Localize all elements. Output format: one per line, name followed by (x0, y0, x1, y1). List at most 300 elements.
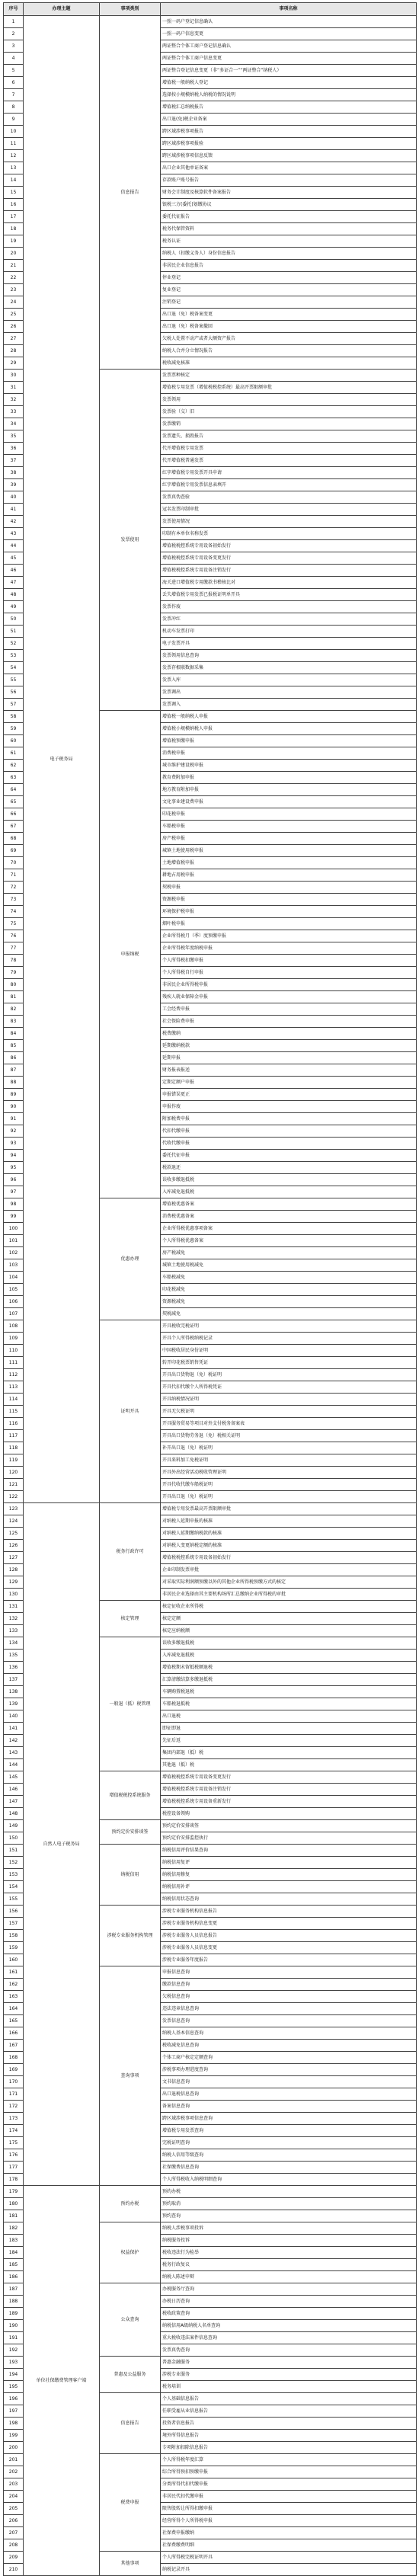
row-seq: 178 (4, 2174, 24, 2186)
item-name-cell: 开具出口退（免）税证明 (161, 1491, 417, 1503)
item-name-cell: 申报作废 (161, 1101, 417, 1113)
row-seq: 18 (4, 223, 24, 235)
row-seq: 124 (4, 1515, 24, 1528)
row-seq: 28 (4, 345, 24, 357)
row-seq: 34 (4, 418, 24, 430)
item-name-cell: 税收政策查询 (161, 2308, 417, 2320)
header-seq: 序号 (4, 3, 24, 16)
item-name-cell: 发票遗失、损毁报告 (161, 430, 417, 443)
row-seq: 82 (4, 1003, 24, 1016)
item-name-cell: 汇算清缴结算多缴退抵税 (161, 1674, 417, 1686)
row-seq: 120 (4, 1467, 24, 1479)
item-name-cell: 个人所得税扣缴申报 (161, 955, 417, 967)
row-seq: 130 (4, 1589, 24, 1601)
row-seq: 115 (4, 1406, 24, 1418)
item-name-cell: 机动车发票打印 (161, 626, 417, 638)
row-seq: 81 (4, 991, 24, 1003)
item-name-cell: 企业所得税优惠事项备案 (161, 1223, 417, 1235)
row-seq: 207 (4, 2527, 24, 2539)
category-cell: 普惠及公益服务 (100, 2357, 161, 2393)
row-seq: 156 (4, 1906, 24, 1918)
category-cell: 优惠办理 (100, 1198, 161, 1320)
item-name-cell: 地方教育附加申报 (161, 784, 417, 796)
item-name-cell: 社会保险费申报 (161, 1016, 417, 1028)
item-name-cell: 残疾人就业保障金申报 (161, 991, 417, 1003)
row-seq: 126 (4, 1540, 24, 1552)
item-name-cell: 增值税税控系统专用设备初始发行 (161, 540, 417, 552)
item-name-cell: 专项附加扣除信息报告 (161, 2442, 417, 2454)
row-seq: 61 (4, 747, 24, 760)
row-seq: 69 (4, 845, 24, 857)
row-seq: 199 (4, 2430, 24, 2442)
item-name-cell: 注销登记 (161, 296, 417, 309)
item-name-cell: 出口退税 (161, 1710, 417, 1723)
row-seq: 97 (4, 1186, 24, 1198)
row-seq: 12 (4, 150, 24, 162)
row-seq: 150 (4, 1832, 24, 1845)
row-seq: 79 (4, 967, 24, 979)
row-seq: 195 (4, 2381, 24, 2393)
row-seq: 14 (4, 174, 24, 187)
item-name-cell: 开具纳税情况证明 (161, 1394, 417, 1406)
item-name-cell: 个体工商户核定定额查询 (161, 2052, 417, 2064)
table-header-row (4, 3, 417, 16)
item-name-cell: 发票真伪查验 (161, 491, 417, 504)
row-seq: 48 (4, 589, 24, 601)
row-seq: 19 (4, 235, 24, 248)
row-seq: 182 (4, 2222, 24, 2235)
item-name-cell: 委托代征申报 (161, 1150, 417, 1162)
item-name-cell: 委托代征报告 (161, 211, 417, 223)
row-seq: 72 (4, 882, 24, 894)
row-seq: 59 (4, 723, 24, 735)
row-seq: 43 (4, 528, 24, 540)
item-name-cell: 发票票种核定 (161, 370, 417, 382)
row-seq: 53 (4, 650, 24, 662)
row-seq: 54 (4, 662, 24, 674)
row-seq: 132 (4, 1613, 24, 1625)
item-name-cell: 教育费附加申报 (161, 772, 417, 784)
row-seq: 47 (4, 577, 24, 589)
row-seq: 184 (4, 2247, 24, 2259)
item-name-cell: 跨区域涉税事项报告 (161, 126, 417, 138)
row-seq: 157 (4, 1918, 24, 1930)
row-seq: 146 (4, 1784, 24, 1796)
row-seq: 144 (4, 1759, 24, 1771)
category-cell: 证明开具 (100, 1320, 161, 1503)
row-seq: 152 (4, 1857, 24, 1869)
row-seq: 80 (4, 979, 24, 991)
item-name-cell: 出口退（免）税备案变更 (161, 309, 417, 321)
item-name-cell: 纳税信用修复 (161, 1869, 417, 1881)
row-seq: 17 (4, 211, 24, 223)
row-seq: 116 (4, 1418, 24, 1430)
item-name-cell: 附加税费申报 (161, 1113, 417, 1125)
item-name-cell: 开具无欠税证明 (161, 1406, 417, 1418)
item-name-cell: 红字增值税专用发票信息表填开 (161, 479, 417, 491)
item-name-cell: 发票领用 (161, 394, 417, 406)
item-name-cell: 重大税收违法案件信息查询 (161, 2332, 417, 2344)
row-seq: 147 (4, 1796, 24, 1808)
item-name-cell: 涉税专业服务人员信息报告 (161, 1930, 417, 1942)
item-name-cell: 选择按小规模纳税人纳税的情况说明 (161, 89, 417, 101)
item-name-cell: 代收代缴申报 (161, 1138, 417, 1150)
item-name-cell: 开具代收代缴车船税证明 (161, 1479, 417, 1491)
row-seq: 22 (4, 272, 24, 284)
item-name-cell: 房产税减免 (161, 1247, 417, 1259)
row-seq: 171 (4, 2088, 24, 2101)
item-name-cell: 城镇土地使用税申报 (161, 845, 417, 857)
row-seq: 92 (4, 1125, 24, 1138)
category-cell: 核定管理 (100, 1601, 161, 1637)
row-seq: 44 (4, 540, 24, 552)
row-seq: 35 (4, 430, 24, 443)
item-name-cell: 增值税专用发票查询 (161, 2125, 417, 2137)
row-seq: 181 (4, 2210, 24, 2222)
row-seq: 68 (4, 833, 24, 845)
row-seq: 105 (4, 1284, 24, 1296)
item-name-cell: 文化事业建设费申报 (161, 796, 417, 808)
row-seq: 188 (4, 2296, 24, 2308)
item-name-cell: 房产税申报 (161, 833, 417, 845)
row-seq: 41 (4, 504, 24, 516)
item-name-cell: 非居民企业选择由其主要机构场所汇总缴纳企业所得税的审批 (161, 1589, 417, 1601)
item-name-cell: 红字增值税专用发票开具申请 (161, 467, 417, 479)
item-name-cell: 投资者信息报告 (161, 2418, 417, 2430)
row-seq: 138 (4, 1686, 24, 1698)
item-name-cell: 纳税信用评价结果查询 (161, 1845, 417, 1857)
row-seq: 154 (4, 1881, 24, 1893)
item-name-cell: 发票信息查询 (161, 2015, 417, 2027)
row-seq: 55 (4, 674, 24, 686)
item-name-cell: 违法违章信息查询 (161, 2003, 417, 2015)
item-name-cell: 电子发票开具 (161, 638, 417, 650)
item-name-cell: 财务报表报送 (161, 1064, 417, 1077)
row-seq: 170 (4, 2076, 24, 2088)
item-name-cell: 增值税期末留抵税额退税 (161, 1662, 417, 1674)
row-seq: 91 (4, 1113, 24, 1125)
row-seq: 51 (4, 626, 24, 638)
row-seq: 208 (4, 2539, 24, 2552)
item-name-cell: 发票验（交）旧 (161, 406, 417, 418)
row-seq: 33 (4, 406, 24, 418)
row-seq: 155 (4, 1893, 24, 1906)
row-seq: 10 (4, 126, 24, 138)
row-seq: 26 (4, 321, 24, 333)
item-name-cell: 增值税汇总纳税报告 (161, 101, 417, 114)
row-seq: 169 (4, 2064, 24, 2076)
department-cell: 单位社保缴费管理客户端 (24, 2186, 100, 2576)
item-name-cell: 复业登记 (161, 284, 417, 296)
item-name-cell: 车船税申报 (161, 821, 417, 833)
row-seq: 107 (4, 1308, 24, 1320)
item-name-cell: 办税服务厅查询 (161, 2283, 417, 2296)
row-seq: 166 (4, 2027, 24, 2040)
item-name-cell: 环境保护税申报 (161, 906, 417, 918)
item-name-cell: 增值税专用发票（增值税税控系统）最高开票限额审批 (161, 382, 417, 394)
item-name-cell: 文书信息查询 (161, 2076, 417, 2088)
row-seq: 49 (4, 601, 24, 613)
row-seq: 153 (4, 1869, 24, 1881)
row-seq: 129 (4, 1576, 24, 1589)
row-seq: 141 (4, 1723, 24, 1735)
item-name-cell: 备案信息查询 (161, 2101, 417, 2113)
row-seq: 98 (4, 1198, 24, 1211)
item-name-cell: 烟叶税申报 (161, 918, 417, 930)
row-seq: 121 (4, 1479, 24, 1491)
category-cell: 税费申报 (100, 2454, 161, 2552)
item-name-cell: 缴款信息查询 (161, 1979, 417, 1991)
item-name-cell: 开具出口货物劳务退（免）税相关证明 (161, 1430, 417, 1442)
department-cell: 自然人电子税务局 (24, 1503, 100, 2186)
item-name-cell: 入库减免退抵税 (161, 1650, 417, 1662)
item-name-cell: 税务认证 (161, 235, 417, 248)
item-name-cell: 个人所得税收入纳税明细查询 (161, 2174, 417, 2186)
item-name-cell: 纳税信用A级纳税人名单查询 (161, 2320, 417, 2332)
row-seq: 100 (4, 1223, 24, 1235)
item-name-cell: 增值税一般纳税人登记 (161, 77, 417, 89)
item-name-cell: 即征即退 (161, 1723, 417, 1735)
item-name-cell: 预约定价安排谈签 (161, 1820, 417, 1832)
item-name-cell: 误收多缴退抵税 (161, 1174, 417, 1186)
row-seq: 38 (4, 467, 24, 479)
item-name-cell: 开具来料加工免税证明 (161, 1454, 417, 1467)
row-seq: 60 (4, 735, 24, 747)
table-row (4, 1503, 417, 1515)
row-seq: 42 (4, 516, 24, 528)
row-seq: 24 (4, 296, 24, 309)
item-name-cell: 停业登记 (161, 272, 417, 284)
item-name-cell: 定期定额户申报 (161, 1077, 417, 1089)
item-name-cell: 预约办税 (161, 2186, 417, 2198)
item-name-cell: 发票缴销 (161, 418, 417, 430)
row-seq: 196 (4, 2393, 24, 2405)
category-cell: 信息报告 (100, 2393, 161, 2454)
item-name-cell: 跨区域涉税事项报验 (161, 138, 417, 150)
item-name-cell: 非居民企业信息报告 (161, 260, 417, 272)
row-seq: 11 (4, 138, 24, 150)
item-name-cell: 代开增值税专用发票 (161, 443, 417, 455)
item-name-cell: 税费缴纳 (161, 1028, 417, 1040)
row-seq: 148 (4, 1808, 24, 1820)
row-seq: 163 (4, 1991, 24, 2003)
category-cell: 一般退（抵）税管理 (100, 1637, 161, 1771)
row-seq: 192 (4, 2344, 24, 2357)
row-seq: 201 (4, 2454, 24, 2466)
item-name-cell: 契税减免 (161, 1308, 417, 1320)
row-seq: 58 (4, 711, 24, 723)
item-name-cell: 完税证明查询 (161, 2137, 417, 2149)
item-name-cell: 发票使用情况 (161, 516, 417, 528)
item-name-cell: 中国税收居民身份证明 (161, 1345, 417, 1357)
row-seq: 29 (4, 357, 24, 370)
item-name-cell: 税务行政复议 (161, 2259, 417, 2271)
row-seq: 106 (4, 1296, 24, 1308)
row-seq: 205 (4, 2503, 24, 2515)
item-name-cell: 冠名发票印制审批 (161, 504, 417, 516)
row-seq: 66 (4, 808, 24, 821)
row-seq: 50 (4, 613, 24, 626)
row-seq: 197 (4, 2405, 24, 2418)
item-name-cell: 出口退税信息查询 (161, 2088, 417, 2101)
item-name-cell: 开具税收完税证明 (161, 1320, 417, 1333)
item-name-cell: 核定定额 (161, 1613, 417, 1625)
item-name-cell: 印花税申报 (161, 808, 417, 821)
category-cell: 纳税信用 (100, 1845, 161, 1906)
row-seq: 193 (4, 2357, 24, 2369)
item-name-cell: 纳税人陈述申辩 (161, 2271, 417, 2283)
row-seq: 95 (4, 1162, 24, 1174)
item-name-cell: 涉税专业服务 (161, 2369, 417, 2381)
row-seq: 200 (4, 2442, 24, 2454)
item-name-cell: 车船税减免 (161, 1272, 417, 1284)
item-name-cell: 城市维护建设税申报 (161, 760, 417, 772)
row-seq: 15 (4, 187, 24, 199)
item-name-cell: 增值税税控系统专用设备注销发行 (161, 565, 417, 577)
row-seq: 109 (4, 1333, 24, 1345)
row-seq: 87 (4, 1064, 24, 1077)
row-seq: 198 (4, 2418, 24, 2430)
item-name-cell: 税收减免信息查询 (161, 2040, 417, 2052)
item-name-cell: 发票领用信息查询 (161, 650, 417, 662)
item-name-cell: 代扣代缴申报 (161, 1125, 417, 1138)
row-seq: 46 (4, 565, 24, 577)
item-name-cell: 发票真伪查询 (161, 2344, 417, 2357)
row-seq: 202 (4, 2466, 24, 2478)
item-name-cell: 跨区域涉税事项信息反馈 (161, 150, 417, 162)
item-name-cell: 纳税人基本信息查询 (161, 2027, 417, 2040)
item-name-cell: 发票入库 (161, 674, 417, 686)
item-name-cell: 银税三方(委托)划缴协议 (161, 199, 417, 211)
row-seq: 93 (4, 1138, 24, 1150)
item-name-cell: 一照一码户登记信息确认 (161, 16, 417, 28)
item-name-cell: 发票作废 (161, 601, 417, 613)
row-seq: 160 (4, 1954, 24, 1966)
row-seq: 85 (4, 1040, 24, 1052)
item-name-cell: 增值税一般纳税人申报 (161, 711, 417, 723)
row-seq: 131 (4, 1601, 24, 1613)
row-seq: 167 (4, 2040, 24, 2052)
item-name-cell: 预约取消 (161, 2198, 417, 2210)
row-seq: 94 (4, 1150, 24, 1162)
row-seq: 86 (4, 1052, 24, 1064)
item-name-cell: 发票调出 (161, 686, 417, 699)
row-seq: 70 (4, 857, 24, 869)
row-seq: 180 (4, 2198, 24, 2210)
tax-items-table (3, 2, 417, 2576)
row-seq: 88 (4, 1077, 24, 1089)
item-name-cell: 申报错误更正 (161, 1089, 417, 1101)
item-name-cell: 非居民企业所得税申报 (161, 979, 417, 991)
row-seq: 118 (4, 1442, 24, 1454)
row-seq: 135 (4, 1650, 24, 1662)
item-name-cell: 存款账户账号报告 (161, 174, 417, 187)
item-name-cell: 契税申报 (161, 882, 417, 894)
row-seq: 9 (4, 114, 24, 126)
row-seq: 136 (4, 1662, 24, 1674)
row-seq: 113 (4, 1381, 24, 1394)
row-seq: 63 (4, 772, 24, 784)
item-name-cell: 消费税申报 (161, 747, 417, 760)
item-name-cell: 出口退（免）税备案撤回 (161, 321, 417, 333)
item-name-cell: 资源税减免 (161, 1296, 417, 1308)
category-cell: 预约办税 (100, 2186, 161, 2222)
row-seq: 90 (4, 1101, 24, 1113)
item-name-cell: 税收减免核准 (161, 357, 417, 370)
category-cell: 公众查询 (100, 2283, 161, 2357)
row-seq: 140 (4, 1710, 24, 1723)
row-seq: 6 (4, 77, 24, 89)
row-seq: 83 (4, 1016, 24, 1028)
item-name-cell: 开具服务贸易等项目对外支付税务备案表 (161, 1418, 417, 1430)
row-seq: 21 (4, 260, 24, 272)
row-seq: 62 (4, 760, 24, 772)
row-seq: 159 (4, 1942, 24, 1954)
item-name-cell: 延期申报 (161, 1052, 417, 1064)
item-name-cell: 两证整合登记信息变更（非“多证合一”“两证整合”纳税人） (161, 65, 417, 77)
row-seq: 158 (4, 1930, 24, 1942)
item-name-cell: 税收违法行为检举 (161, 2247, 417, 2259)
row-seq: 179 (4, 2186, 24, 2198)
item-name-cell: 出口退(免)税企业备案 (161, 114, 417, 126)
item-name-cell: 涉税事项办理进度查询 (161, 2064, 417, 2076)
item-name-cell: 核定征收企业所得税 (161, 1601, 417, 1613)
row-seq: 71 (4, 869, 24, 882)
row-seq: 30 (4, 370, 24, 382)
row-seq: 206 (4, 2515, 24, 2527)
row-seq: 104 (4, 1272, 24, 1284)
item-name-cell: 资源税申报 (161, 894, 417, 906)
item-name-cell: 纳税人合并分立情况报告 (161, 345, 417, 357)
item-name-cell: 税款退还 (161, 1162, 417, 1174)
item-name-cell: 个人所得税年度汇算 (161, 2454, 417, 2466)
category-cell: 涉税专业服务机构管理 (100, 1906, 161, 1966)
header-department: 办理主题 (24, 3, 100, 16)
item-name-cell: 工会经费申报 (161, 1003, 417, 1016)
category-cell: 增值税税控系统服务 (100, 1771, 161, 1820)
item-name-cell: 增值税税控系统专用设备变更发行 (161, 1771, 417, 1784)
row-seq: 145 (4, 1771, 24, 1784)
item-name-cell: 增值税预缴申报 (161, 735, 417, 747)
item-name-cell: 土地增值税申报 (161, 857, 417, 869)
item-name-cell: 纳税信用状态查询 (161, 1893, 417, 1906)
row-seq: 117 (4, 1430, 24, 1442)
row-seq: 161 (4, 1966, 24, 1979)
row-seq: 110 (4, 1345, 24, 1357)
category-cell: 税务行政许可 (100, 1503, 161, 1601)
row-seq: 204 (4, 2491, 24, 2503)
row-seq: 112 (4, 1369, 24, 1381)
row-seq: 20 (4, 248, 24, 260)
item-name-cell: 综合所得预扣预缴申报 (161, 2466, 417, 2478)
item-name-cell: 先征后返 (161, 1735, 417, 1747)
item-name-cell: 个人所得税自行申报 (161, 967, 417, 979)
row-seq: 52 (4, 638, 24, 650)
header-item: 事项名称 (161, 3, 417, 16)
row-seq: 13 (4, 162, 24, 174)
row-seq: 4 (4, 53, 24, 65)
row-seq: 111 (4, 1357, 24, 1369)
item-name-cell: 开具出口货物退（免）税证明 (161, 1369, 417, 1381)
row-seq: 119 (4, 1454, 24, 1467)
row-seq: 133 (4, 1625, 24, 1637)
row-seq: 165 (4, 2015, 24, 2027)
item-name-cell: 核定应纳税额 (161, 1625, 417, 1637)
item-name-cell: 车船税退抵税 (161, 1698, 417, 1710)
item-name-cell: 出口企业其他单证备案 (161, 162, 417, 174)
item-name-cell: 补开出口退（免）税证明 (161, 1442, 417, 1454)
row-seq: 5 (4, 65, 24, 77)
